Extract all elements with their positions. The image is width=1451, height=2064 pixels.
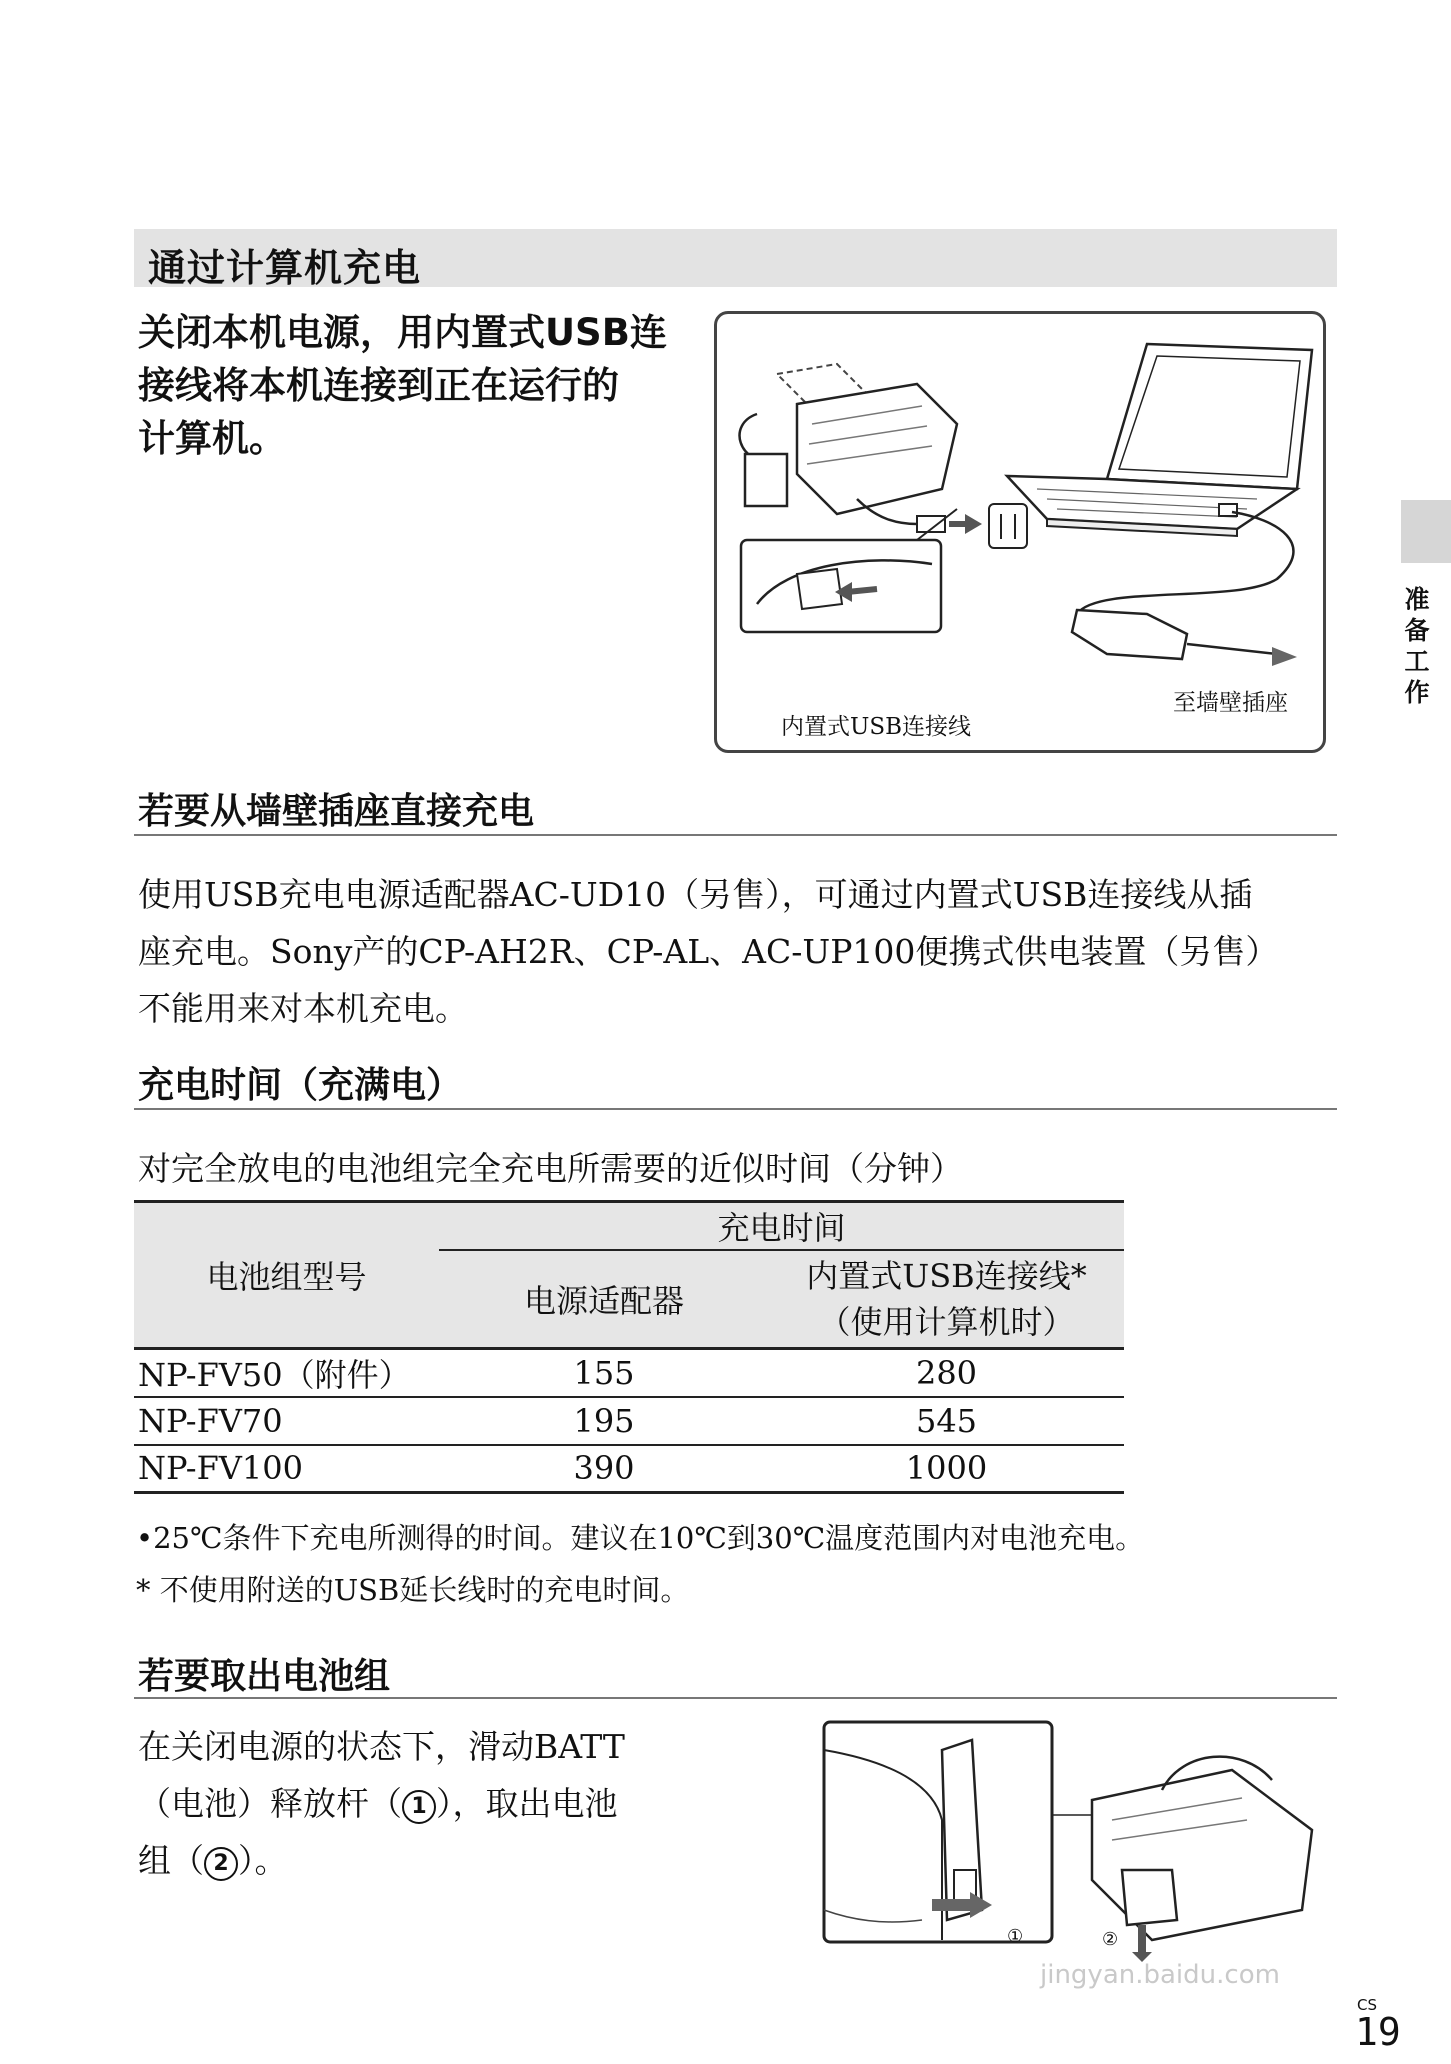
step-2-marker: 2	[204, 1847, 238, 1881]
col-header-usb-line: （使用计算机时）	[818, 1302, 1075, 1341]
heading-divider	[134, 834, 1337, 836]
side-tab-marker	[1401, 500, 1451, 563]
remove-text-part: ），取出电池	[436, 1784, 618, 1823]
col-header-model: 电池组型号	[134, 1202, 439, 1349]
table-row	[134, 1348, 1124, 1397]
table-row	[134, 1397, 1124, 1445]
adapter-time: 390	[573, 1449, 635, 1488]
remove-battery-text	[138, 1718, 738, 1889]
col-header-usb	[769, 1250, 1124, 1348]
computer-charging-illustration	[714, 311, 1326, 753]
intro-line: 关闭本机电源，用内置式USB连	[138, 311, 667, 354]
battery-model: NP-FV70	[138, 1401, 283, 1440]
svg-text:②: ②	[1102, 1929, 1119, 1950]
temperature-note: •25℃条件下充电所测得的时间。建议在10℃到30℃温度范围内对电池充电。	[136, 1521, 1145, 1555]
remove-text-line	[138, 1832, 738, 1889]
step-1-marker: 1	[402, 1790, 436, 1824]
remove-text-part: （电池）释放杆（	[138, 1784, 402, 1823]
wall-text-line: 使用USB充电电源适配器AC-UD10（另售），可通过内置式USB连接线从插	[138, 875, 1253, 914]
charging-time-table	[134, 1200, 1124, 1494]
intro-instruction	[138, 306, 718, 465]
side-tab-label: 准备工作	[1401, 586, 1430, 710]
remove-text-line	[138, 1775, 738, 1832]
adapter-time: 155	[573, 1353, 635, 1392]
wall-charging-text	[138, 866, 1338, 1037]
remove-text-part: 组（	[138, 1841, 204, 1880]
intro-line: 接线将本机连接到正在运行的	[138, 364, 619, 407]
section-title-bar	[134, 229, 1337, 290]
wall-outlet-caption: 至墙壁插座	[1173, 690, 1288, 716]
col-header-time: 充电时间	[439, 1202, 1124, 1251]
usb-extension-note: * 不使用附送的USB延长线时的充电时间。	[136, 1573, 690, 1607]
remove-text-line: 在关闭电源的状态下，滑动BATT	[138, 1727, 625, 1766]
charging-time-intro: 对完全放电的电池组完全充电所需要的近似时间（分钟）	[138, 1149, 963, 1188]
battery-model: NP-FV50（附件）	[138, 1355, 411, 1394]
section-title: 通过计算机充电	[148, 246, 422, 290]
usb-time: 280	[915, 1353, 978, 1392]
col-header-usb-line: 内置式USB连接线*	[806, 1256, 1087, 1295]
usb-time: 1000	[905, 1449, 988, 1488]
page-language-code: CS	[1357, 1996, 1377, 2014]
wall-charging-heading: 若要从墙壁插座直接充电	[138, 791, 535, 832]
wall-text-line: 不能用来对本机充电。	[138, 989, 468, 1028]
col-header-adapter: 电源适配器	[439, 1250, 769, 1348]
charging-time-heading: 充电时间（充满电）	[138, 1065, 463, 1106]
adapter-time: 195	[573, 1401, 635, 1440]
heading-divider	[134, 1108, 1337, 1110]
usb-cable-caption: 内置式USB连接线	[781, 714, 972, 740]
usb-time: 545	[915, 1401, 978, 1440]
svg-text:①: ①	[1007, 1926, 1024, 1947]
wall-text-line: 座充电。Sony产的CP-AH2R、CP-AL、AC-UP100便携式供电装置（另售）	[138, 932, 1279, 971]
table-row	[134, 1445, 1124, 1493]
heading-divider	[134, 1697, 1337, 1699]
remove-text-part: ）。	[238, 1841, 288, 1880]
remove-battery-heading: 若要取出电池组	[138, 1656, 391, 1697]
watermark: jingyan.baidu.com	[1040, 1960, 1280, 1990]
intro-line: 计算机。	[138, 417, 286, 460]
page-number: 19	[1355, 2010, 1401, 2054]
battery-removal-drawing	[822, 1720, 1332, 1962]
battery-removal-illustration	[822, 1720, 1332, 1962]
battery-model: NP-FV100	[138, 1449, 303, 1488]
